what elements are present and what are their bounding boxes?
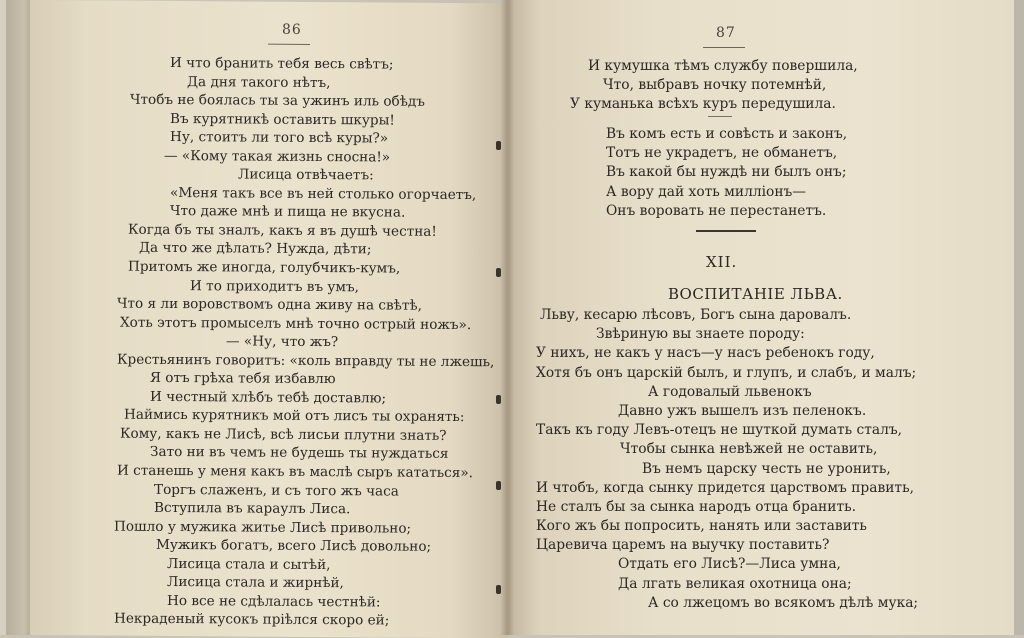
binding-stitch [496,481,501,490]
text-line: Торгъ слаженъ, и съ того жъ часа [154,481,399,500]
page-number-rule [703,47,745,48]
right-page [508,0,1014,635]
text-line: Крестьянинъ говоритъ: «коль вправду ты не лжешь, [117,351,495,370]
text-line: Льву, кесарю лѣсовъ, Богъ сына даровалъ. [540,307,852,323]
text-line: И то приходитъ въ умъ, [190,277,359,295]
text-line: Зато ни въ чемъ не будешь ты нуждаться [150,444,449,463]
moral-text [508,125,1008,221]
page-number-rule [268,44,310,45]
text-line: Тотъ не украдетъ, не обманетъ, [606,145,838,162]
text-line: Чтобъ не боялась ты за ужинъ иль обѣдъ [130,91,425,110]
text-line: Лисица отвѣчаетъ: [238,166,374,184]
binding-stitch [496,585,501,594]
text-line: Лисица стала и жирнѣй, [167,574,344,592]
text-line: Звѣриную вы знаете породу: [596,326,805,343]
text-line: Наймись курятникъ мой отъ лисъ ты охранять: [124,407,465,426]
chapter-text [508,306,1008,613]
text-line: Да лгать великая охотница она; [618,575,852,592]
text-line: Да что же дѣлать? Нужда, дѣти; [139,240,372,258]
text-line: Вступила въ караулъ Лиса. [154,499,351,518]
text-line: Что я ли воровствомъ одна живу на свѣтѣ, [117,295,422,314]
text-line: Когда бъ ты зналъ, какъ я въ душѣ честна! [128,221,437,240]
text-line: Царевича царемъ на выучку поставить? [536,537,830,554]
binding-stitch [496,141,501,150]
text-line: Я отъ грѣха тебя избавлю [150,370,336,388]
text-line: Ну, стоитъ ли того всѣ куры?» [170,129,389,147]
text-line: Въ немъ царску честь не уронить, [642,460,891,477]
binding-stitch [496,395,501,404]
text-line: «Меня такъ все въ ней столько огорчаетъ, [170,184,477,203]
chapter-number: XII. [706,253,738,271]
text-line: Въ курятникѣ оставить шкуры! [170,110,395,129]
poem-ending-text [508,57,1008,115]
text-line: А со лжецомъ во всякомъ дѣлѣ мука; [648,594,919,611]
text-line: У нихъ, не какъ у насъ—у насъ ребенокъ году, [536,345,875,362]
text-line: И что бранить тебя весь свѣтъ; [170,54,394,73]
text-line: Не сталъ бы за сынка народъ отца бранить. [536,498,856,515]
section-rule [708,116,732,117]
text-line: Кому, какъ не Лисѣ, всѣ лисьи плутни знать? [120,425,447,444]
text-line: — «Ну, что жъ? [226,333,339,351]
text-line: Некраденый кусокъ пріѣлся скоро ей; [114,610,390,629]
text-line: И честный хлѣбъ тебѣ доставлю; [150,388,387,407]
text-line: Что даже мнѣ и пища не вкусна. [170,203,406,221]
text-line: Кого жъ бы попросить, нанять или заставить [536,518,867,535]
text-line: Чтобы сынка невѣжей не оставить, [620,441,878,458]
text-line: Онъ воровать не перестанетъ. [606,202,827,219]
text-line: Хотя бъ онъ царскій былъ, и глупъ, и слабъ, и малъ; [536,364,917,381]
binding-stitch [496,268,501,277]
text-line: Но все не сдѣлалась честнѣй: [167,592,381,611]
text-line: Что, выбравъ ночку потемнѣй, [603,77,827,94]
text-line: И чтобъ, когда сынку придется царствомъ править, [536,479,914,496]
left-page-text [30,53,500,631]
text-line: Мужикъ богатъ, всего Лисѣ довольно; [156,537,432,556]
text-line: Да дня такого нѣтъ, [187,73,331,91]
text-line: Лисица стала и сытѣй, [167,555,331,573]
text-line: Пошло у мужика житье Лисѣ привольно; [114,518,412,537]
chapter-title: ВОСПИТАНІЕ ЛЬВА. [668,285,843,303]
text-line: Притомъ же иногда, голубчикъ-кумъ, [128,258,401,277]
text-line: Отдать его Лисѣ?—Лиса умна, [618,556,841,573]
book-spine [500,0,514,635]
text-line: Давно ужъ вышелъ изъ пеленокъ. [618,402,867,419]
text-line: И станешь у меня какъ въ маслѣ сыръ кататься». [117,462,473,482]
text-line: Въ комъ есть и совѣсть и законъ, [606,126,848,142]
text-line: Хоть этотъ промыселъ мнѣ точно острый ножъ». [120,314,472,333]
page-number: 87 [716,25,736,41]
chapter-divider [696,230,756,232]
text-line: Въ какой бы нуждѣ ни былъ онъ; [606,164,847,181]
left-page [30,0,508,638]
text-line: У куманька всѣхъ куръ передушила. [570,96,836,113]
text-line: А вору дай хоть милліонъ— [606,183,807,200]
text-line: И кумушка тѣмъ службу повершила, [588,58,858,74]
page-number: 86 [282,21,302,38]
text-line: — «Кому такая жизнь сносна!» [164,147,391,166]
text-line: А годовалый львенокъ [648,383,812,400]
text-line: Такъ къ году Левъ-отецъ не шуткой думать сталъ, [536,422,903,439]
